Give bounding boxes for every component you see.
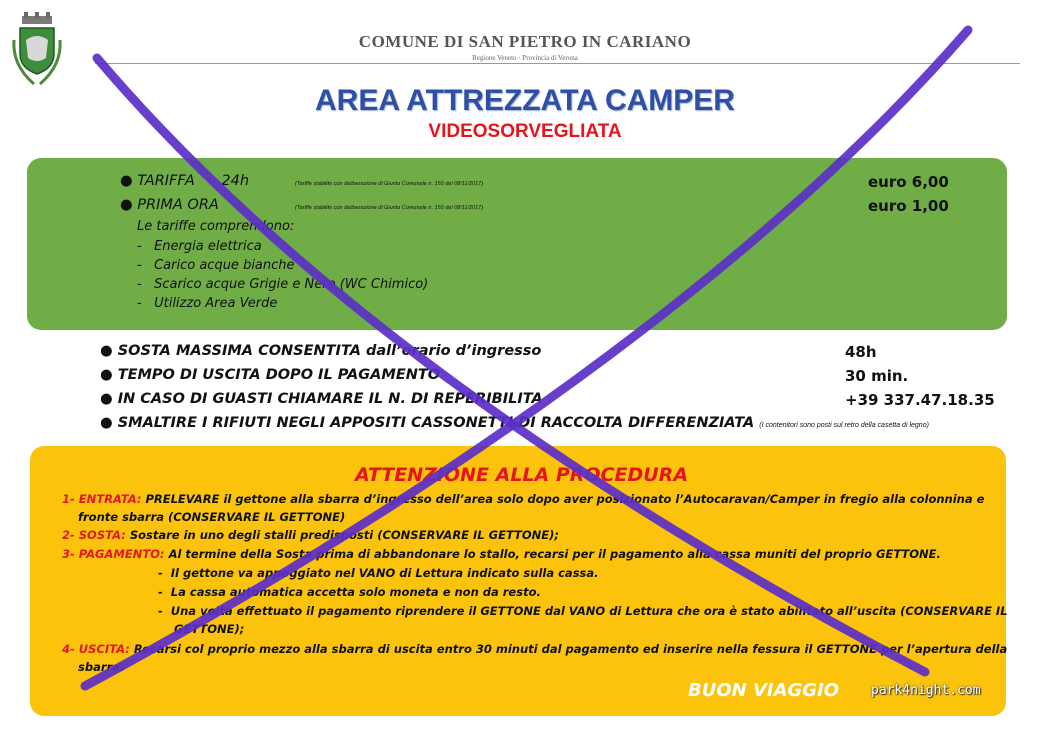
rule-value: 30 min. [845,367,909,385]
rule-note: (I contenitori sono posti sul retro della casetta di legno) [759,422,929,429]
step-pagamento: 3- PAGAMENTO: Al termine della Sosta prima di abbandonare lo stallo, recarsi per il pagamento alla cassa muniti del proprio GETTONE. [62,547,941,561]
include-item: - Carico acque bianche [137,258,295,273]
step-pagamento-sub: - La cassa automatica accetta solo moneta e non da resto. [158,585,541,599]
step-pagamento-sub-cont: GETTONE); [174,622,245,636]
tariff-row [120,173,249,189]
tariff-label: TARIFFA [137,173,195,189]
first-hour-label: PRIMA ORA [137,197,219,213]
page-title: AREA ATTREZZATA CAMPER [315,84,735,117]
tariff-price: euro 6,00 [868,173,949,191]
step-sosta: 2- SOSTA: Sostare in uno degli stalli predisposti (CONSERVARE IL GETTONE); [62,528,560,542]
tariff-period: 24h [221,173,250,189]
closing-text: BUON VIAGGIO [688,680,840,701]
bullet-icon: ● [120,173,133,189]
region-line: Regione Veneto · Provincia di Verona [472,54,578,62]
step-pagamento-sub: - Il gettone va appoggiato nel VANO di Lettura indicato sulla cassa. [158,566,599,580]
header-divider [95,63,1020,64]
rule-item: ● IN CASO DI GUASTI CHIAMARE IL N. DI REPERIBILITA [100,391,543,407]
step-uscita: 4- USCITA: Recarsi col proprio mezzo alla sbarra di uscita entro 30 minuti dal pagamento ed inserire nella fessura il GETTONE per l’apertura della [62,642,1008,656]
page-subtitle: VIDEOSORVEGLIATA [428,121,622,142]
rule-phone: +39 337.47.18.35 [845,391,995,409]
first-hour-row [120,197,219,213]
rule-item: ● TEMPO DI USCITA DOPO IL PAGAMENTO [100,367,441,383]
municipal-crest-icon [8,10,66,90]
include-item: - Utilizzo Area Verde [137,296,278,311]
first-hour-price: euro 1,00 [868,197,949,215]
rule-item: ● SOSTA MASSIMA CONSENTITA dall’orario d’ingresso [100,343,542,359]
include-item: - Scarico acque Grigie e Nere (WC Chimico) [137,277,429,292]
rule-item: ● SMALTIRE I RIFIUTI NEGLI APPOSITI CASSONETTI DI RACCOLTA DIFFERENZIATA (I contenitori sono posti sul retro della casetta di legno) [100,415,929,431]
step-entrata: 1- ENTRATA: PRELEVARE il gettone alla sbarra d’ingresso dell’area solo dopo aver posizionato l’Autocaravan/Camper in fregio alla colonnina e [62,492,985,506]
include-item: - Energia elettrica [137,239,262,254]
procedure-heading: ATTENZIONE ALLA PROCEDURA [355,464,689,486]
bullet-icon: ● [120,197,133,213]
step-uscita-cont: sbarra. [78,660,125,674]
step-pagamento-sub: - Una volta effettuato il pagamento riprendere il GETTONE dal VANO di Lettura che ora è stato abilitato all’uscita (CONSERVARE IL [158,604,1008,618]
first-hour-note: (Tariffe stabilite con deliberazione di Giunta Comunale n. 155 del 08/11/2017) [295,205,484,211]
step-entrata-cont: fronte sbarra (CONSERVARE IL GETTONE) [78,510,346,524]
rule-value: 48h [845,343,877,361]
tariff-note: (Tariffe stabilite con deliberazione di Giunta Comunale n. 155 del 08/11/2017) [295,181,484,187]
municipality-name: COMUNE DI SAN PIETRO IN CARIANO [358,32,692,51]
includes-heading: Le tariffe comprendono: [137,219,295,234]
watermark: park4night.com [871,683,981,698]
